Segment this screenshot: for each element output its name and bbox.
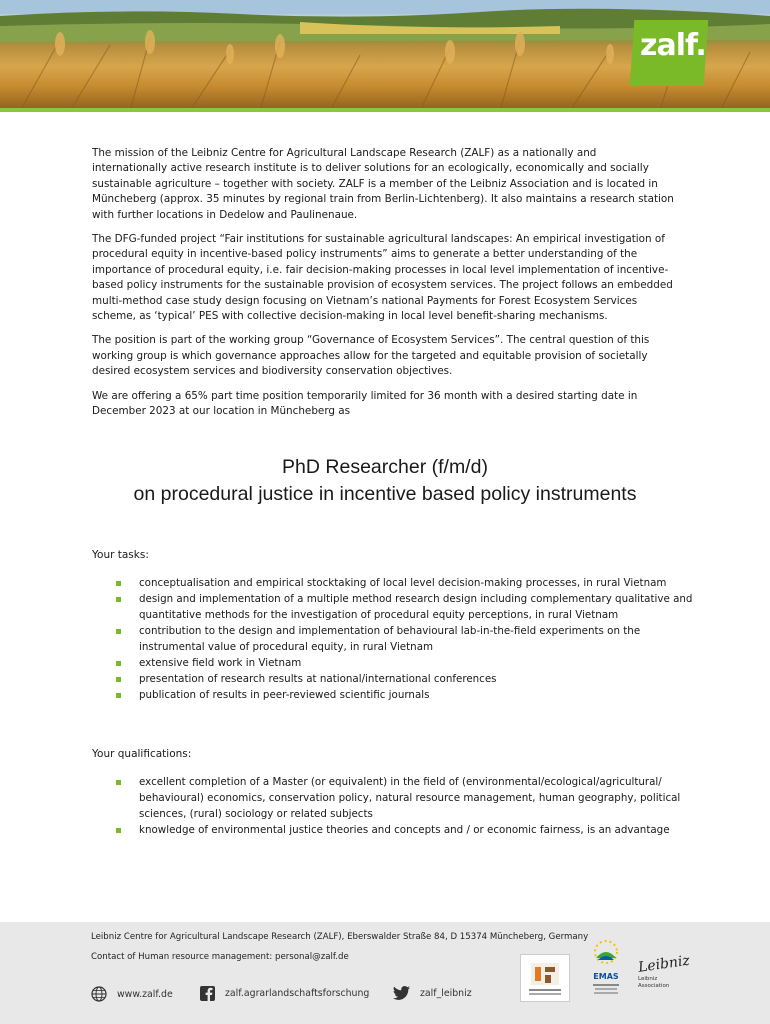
footer-address: Leibniz Centre for Agricultural Landscape Research (ZALF), Eberswalder Straße 84, D 15374 Müncheberg, Germany — [91, 932, 589, 942]
list-item: publication of results in peer-reviewed scientific journals — [116, 687, 696, 703]
bullet-icon — [116, 581, 121, 586]
bullet-icon — [116, 677, 121, 682]
job-subtitle: on procedural justice in incentive based policy instruments — [133, 483, 637, 505]
list-item: conceptualisation and empirical stocktaking of local level decision-making processes, in rural Vietnam — [116, 575, 696, 591]
bullet-icon — [116, 661, 121, 666]
zalf-logo: zalf. — [640, 28, 706, 63]
twitter-text: zalf_leibniz — [420, 987, 472, 999]
bullet-icon — [116, 780, 121, 785]
qualifications-list — [116, 774, 696, 838]
intro-paragraph: The position is part of the working group “Governance of Ecosystem Services”. The central question of this working group is which governance approaches allow for the targeted and equitable provision of societally desired ecosystem services and biodiversity conservation objectives. — [92, 334, 650, 378]
intro-paragraph: We are offering a 65% part time position temporarily limited for 36 month with a desired starting date in December 2023 at our location in Müncheberg as — [92, 389, 638, 418]
header-banner-image — [0, 0, 770, 111]
leibniz-script: Leibniz — [637, 952, 691, 976]
tasks-heading: Your tasks: — [92, 549, 149, 561]
facebook-icon — [200, 986, 215, 1001]
list-item: presentation of research results at national/international conferences — [116, 671, 696, 687]
family-friendly-certificate-badge — [520, 954, 570, 1002]
emas-label: EMAS — [593, 972, 619, 981]
intro-paragraph: The mission of the Leibniz Centre for Agricultural Landscape Research (ZALF) as a nationally and internationally active research institute is to deliver solutions for an ecologically, economically and socially sustainable agriculture – together with society. ZALF is a member of the Leibniz Association and is located in Müncheberg (approx. 35 minutes by regional train from Berlin-Lichtenberg). It also maintains a research station with further locations in Dedelow and Paulinenaue. — [92, 147, 674, 221]
list-item: contribution to the design and implementation of behavioural lab-in-the-field experiments on the instrumental value of procedural equity, in rural Vietnam — [116, 623, 696, 655]
list-item: knowledge of environmental justice theories and concepts and / or economic fairness, is an advantage — [116, 822, 696, 838]
job-title: PhD Researcher (f/m/d) — [282, 456, 488, 478]
eu-stars-icon — [587, 938, 625, 968]
intro-text — [92, 146, 674, 429]
list-item: design and implementation of a multiple method research design including complementary qualitative and quantitative methods for the investigation of procedural equity perceptions, in rural Vietnam — [116, 591, 696, 623]
globe-icon — [91, 986, 107, 1002]
qualifications-heading: Your qualifications: — [92, 748, 192, 760]
intro-paragraph: The DFG-funded project “Fair institutions for sustainable agricultural landscapes: An empirical investigation of procedural equity in incentive-based policy instruments” aims to generate a better understanding of the importance of procedural equity, i.e. fair decision-making processes in local level implementation of incentive-based policy instruments for the sustainable provision of ecosystem services. The project follows an embedded multi-method case study design focusing on Vietnam’s national Payments for Forest Ecosystem Services scheme, as ‘typical’ PES with collective decision-making in local level benefit-sharing mechanisms. — [92, 233, 673, 323]
facebook-link[interactable] — [200, 986, 369, 1001]
list-item: excellent completion of a Master (or equivalent) in the field of (environmental/ecological/agricultural/ behavioural) economics, conservation policy, natural resource management, human geography, political sciences, (rural) sociology or related subjects — [116, 774, 696, 822]
footer-contact[interactable]: Contact of Human resource management: personal@zalf.de — [91, 952, 349, 962]
website-link[interactable] — [91, 986, 173, 1002]
footer — [0, 922, 770, 1024]
bullet-icon — [116, 629, 121, 634]
bullet-icon — [116, 828, 121, 833]
emas-badge — [587, 938, 625, 1004]
list-item: extensive field work in Vietnam — [116, 655, 696, 671]
facebook-text: zalf.agrarlandschaftsforschung — [225, 988, 370, 999]
leibniz-sub: Leibniz Association — [638, 976, 670, 989]
bullet-icon — [116, 693, 121, 698]
bullet-icon — [116, 597, 121, 602]
certificate-icon — [521, 955, 569, 1001]
header-accent-strip — [0, 108, 770, 112]
website-text: www.zalf.de — [117, 988, 173, 1000]
leibniz-logo — [637, 952, 694, 1000]
tasks-list — [116, 575, 696, 703]
twitter-icon — [393, 986, 410, 1000]
twitter-link[interactable] — [393, 986, 472, 1000]
